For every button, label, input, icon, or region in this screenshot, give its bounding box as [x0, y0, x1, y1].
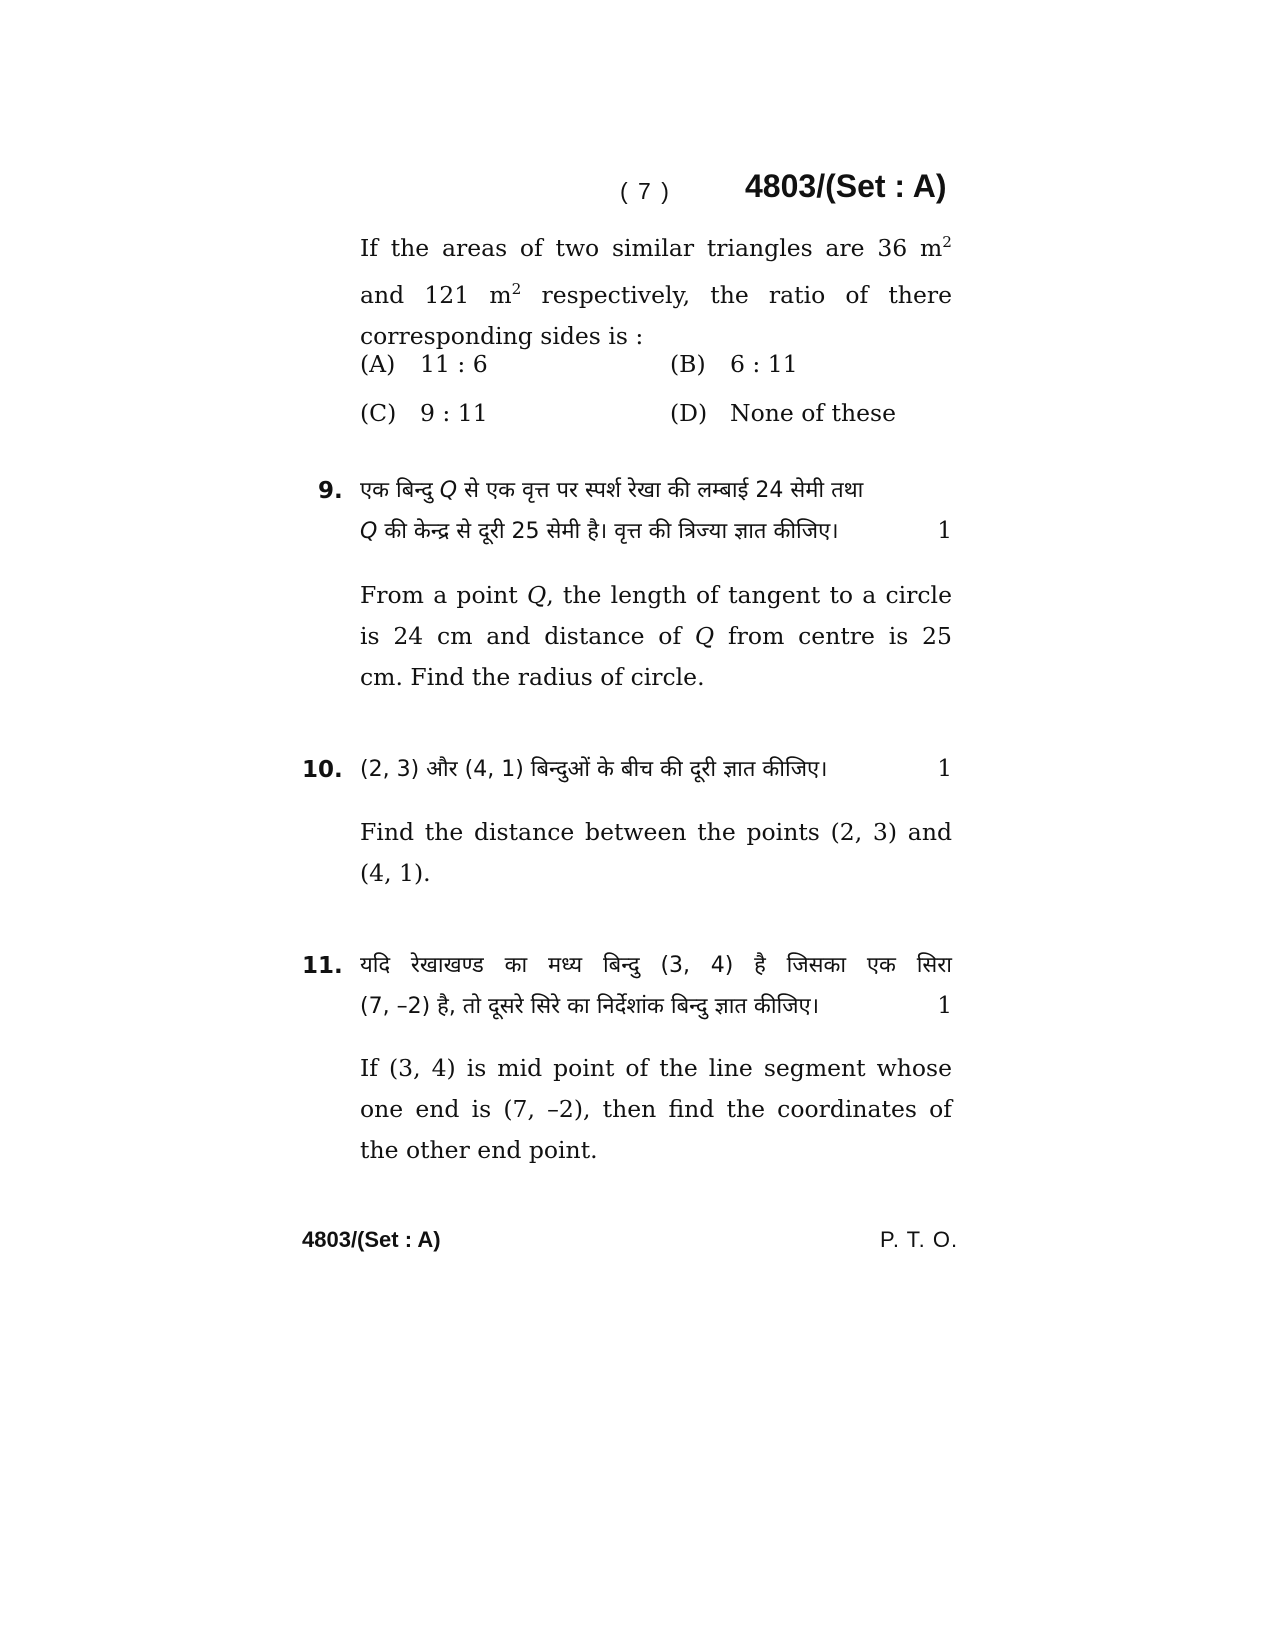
q9-marks: 1 — [937, 518, 952, 544]
footer-pto: P. T. O. — [880, 1227, 959, 1252]
question-11-hindi — [360, 945, 952, 1027]
question-9-number: 9. — [318, 478, 343, 504]
q11-english-line-1: If (3, 4) is mid point of the line segment whose — [360, 1054, 952, 1082]
option-a: (A) 11 : 6 — [360, 350, 488, 378]
q10-english-line-2: (4, 1). — [360, 859, 431, 887]
question-8-text — [360, 222, 952, 357]
paper-code-header: 4803/(Set : A) — [745, 168, 947, 204]
question-10-english — [360, 812, 952, 894]
q9-english-line-1: From a point Q, the length of tangent to a circle — [360, 581, 952, 609]
q9-english-line-3: cm. Find the radius of circle. — [360, 663, 705, 691]
area-121: 121 $m^2$ — [424, 279, 522, 309]
q10-english-line-1: Find the distance between the points (2, 3) and — [360, 818, 952, 846]
question-10-hindi — [360, 749, 952, 790]
q11-english-line-3: the other end point. — [360, 1136, 598, 1164]
q11-hindi-line-1: यदि रेखाखण्ड का मध्य बिन्दु (3, 4) है जिसका एक सिरा — [360, 953, 952, 978]
option-b: (B) 6 : 11 — [670, 350, 798, 378]
q9-english-line-2: is 24 cm and distance of Q from centre is 25 — [360, 622, 952, 650]
question-11-number: 11. — [302, 953, 343, 979]
question-9-english — [360, 575, 952, 698]
question-11-english — [360, 1048, 952, 1171]
q11-english-line-2: one end is (7, –2), then find the coordinates of — [360, 1095, 952, 1123]
q10-hindi-line-1: (2, 3) और (4, 1) बिन्दुओं के बीच की दूरी ज्ञात कीजिए। — [360, 757, 828, 782]
q9-hindi-line-1: एक बिन्दु Q से एक वृत्त पर स्पर्श रेखा की लम्बाई 24 सेमी तथा — [360, 478, 864, 503]
q11-hindi-line-2: (7, –2) है, तो दूसरे सिरे का निर्देशांक बिन्दु ज्ञात कीजिए। — [360, 994, 820, 1019]
option-d: (D) None of these — [670, 399, 896, 427]
footer-paper-code: 4803/(Set : A) — [302, 1227, 441, 1252]
option-c: (C) 9 : 11 — [360, 399, 488, 427]
q9-hindi-line-2: Q की केन्द्र से दूरी 25 सेमी है। वृत्त की त्रिज्या ज्ञात कीजिए। 1 — [360, 511, 952, 552]
q8-line-3: corresponding sides is : — [360, 321, 644, 350]
question-10-number: 10. — [302, 757, 343, 783]
q8-line-1: If the areas of two similar triangles are 36 $m^2$ — [360, 233, 952, 262]
page-number: ( 7 ) — [620, 178, 671, 204]
q8-line-2: and 121 $m^2$ respectively, the ratio of there — [360, 279, 952, 309]
question-9-hindi — [360, 470, 952, 552]
q11-marks: 1 — [937, 993, 952, 1019]
q10-marks: 1 — [937, 756, 952, 782]
area-36: 36 $m^2$ — [877, 233, 952, 262]
